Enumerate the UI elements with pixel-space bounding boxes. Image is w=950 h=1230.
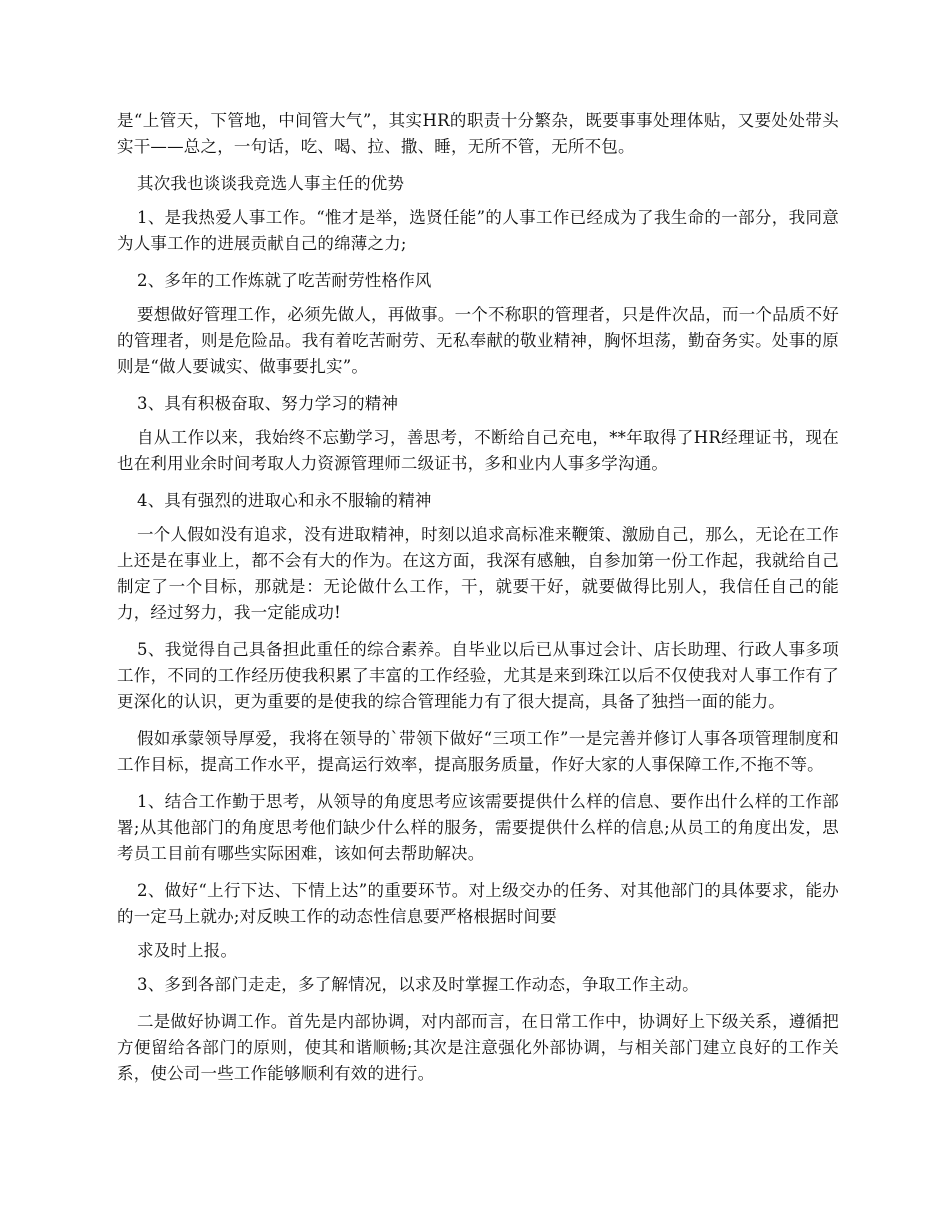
paragraph-advantage-1: 1、是我热爱人事工作。“惟才是举，选贤任能”的人事工作已经成为了我生命的一部分，我同意为人事工作的进展贡献自己的绵薄之力;: [117, 208, 839, 253]
paragraph-learning: 自从工作以来，我始终不忘勤学习，善思考，不断给自己充电，**年取得了HR经理证书，现在也在利用业余时间考取人力资源管理师二级证书，多和业内人事多学沟通。: [117, 428, 839, 473]
paragraph-coordination: 二是做好协调工作。首先是内部协调，对内部而言，在日常工作中，协调好上下级关系，遵循把方便留给各部门的原则，使其和谐顺畅;其次是注意强化外部协调，与相关部门建立良好的工作关系，使公司一些工作能够顺利有效的进行。: [117, 1012, 839, 1083]
paragraph-task-1: 1、结合工作勤于思考，从领导的角度思考应该需要提供什么样的信息、要作出什么样的工作部署;从其他部门的角度思考他们缺少什么样的服务，需要提供什么样的信息;从员工的角度出发，思考员工目前有哪些实际困难，该如何去帮助解决。: [117, 792, 839, 863]
paragraph-task-2-continued: 求及时上报。: [137, 941, 238, 960]
paragraph-advantage-5: 5、我觉得自己具备担此重任的综合素养。自毕业以后已从事过会计、店长助理、行政人事多项工作，不同的工作经历使我积累了丰富的工作经验，尤其是来到珠江以后不仅使我对人事工作有了更深化的认识，更为重要的是使我的综合管理能力有了很大提高，具备了独挡一面的能力。: [117, 640, 839, 711]
heading-advantages: 其次我也谈谈我竞选人事主任的优势: [137, 174, 405, 193]
heading-advantage-2: 2、多年的工作炼就了吃苦耐劳性格作风: [137, 271, 432, 290]
paragraph-three-tasks: 假如承蒙领导厚爱，我将在领导的`带领下做好“三项工作”一是完善并修订人事各项管理制度和工作目标，提高工作水平，提高运行效率，提高服务质量，作好大家的人事保障工作,不拖不等。: [117, 729, 839, 774]
heading-advantage-4: 4、具有强烈的进取心和永不服输的精神: [137, 491, 432, 510]
heading-advantage-3: 3、具有积极奋取、努力学习的精神: [137, 394, 399, 413]
document-body: [117, 108, 839, 1098]
paragraph-hr-duties: 是“上管天，下管地，中间管大气”，其实HR的职责十分繁杂，既要事事处理体贴，又要处处带头实干——总之，一句话，吃、喝、拉、撒、睡，无所不管，无所不包。: [117, 111, 839, 156]
paragraph-task-3: 3、多到各部门走走，多了解情况，以求及时掌握工作动态，争取工作主动。: [137, 975, 699, 994]
paragraph-management: 要想做好管理工作，必须先做人，再做事。一个不称职的管理者，只是件次品，而一个品质不好的管理者，则是危险品。我有着吃苦耐劳、无私奉献的敬业精神，胸怀坦荡，勤奋务实。处事的原则是“做人要诚实、做事要扎实”。: [117, 305, 839, 376]
paragraph-ambition: 一个人假如没有追求，没有进取精神，时刻以追求高标准来鞭策、激励自己，那么，无论在工作上还是在事业上，都不会有大的作为。在这方面，我深有感触，自参加第一份工作起，我就给自己制定了一个目标，那就是：无论做什么工作，干，就要干好，就要做得比别人，我信任自己的能力，经过努力，我一定能成功!: [117, 525, 839, 622]
paragraph-task-2: 2、做好“上行下达、下情上达”的重要环节。对上级交办的任务、对其他部门的具体要求，能办的一定马上就办;对反映工作的动态性信息要严格根据时间要: [117, 881, 839, 926]
